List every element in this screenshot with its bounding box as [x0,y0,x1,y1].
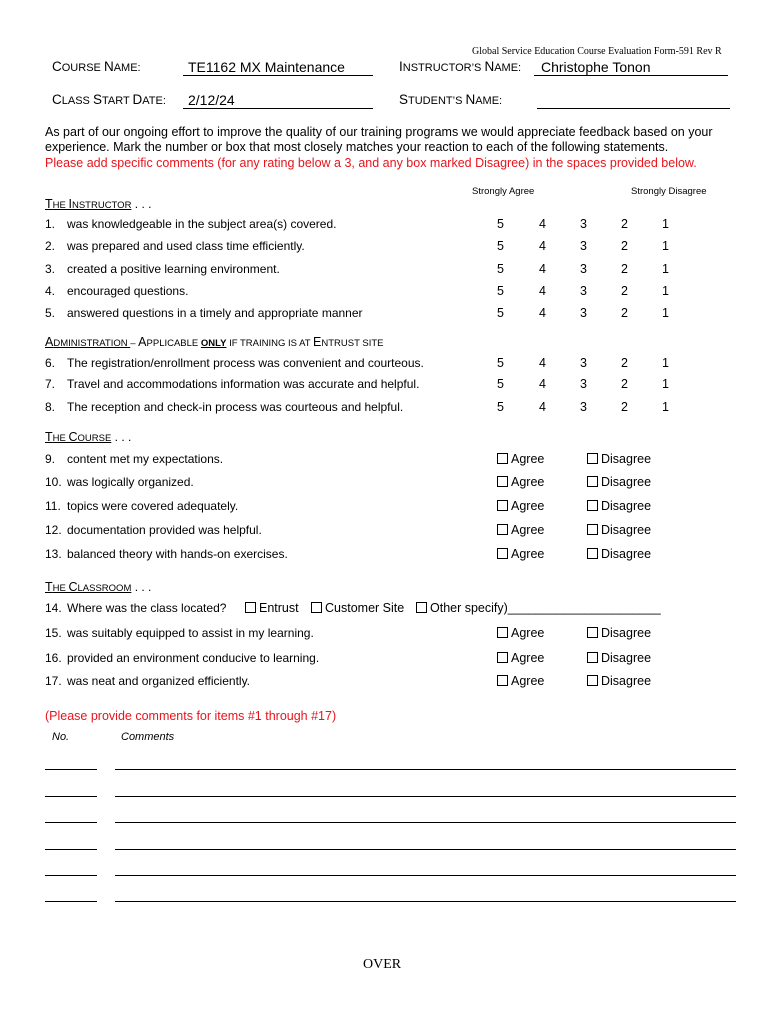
question-number: 10. [45,475,62,489]
comments-prompt: (Please provide comments for items #1 through #17) [45,709,337,723]
rating-option-4[interactable]: 4 [539,217,546,231]
comment-number-line[interactable] [45,796,97,797]
disagree-label: Disagree [601,547,652,561]
course-name-value[interactable]: TE1162 MX Maintenance [188,59,345,75]
question-text: was logically organized. [67,475,194,489]
rating-option-2[interactable]: 2 [621,400,628,414]
question-row [45,523,262,537]
checkbox-icon[interactable] [587,476,598,487]
disagree-label: Disagree [601,626,652,640]
rating-option-5[interactable]: 5 [497,400,504,414]
question-row [45,547,288,561]
question-number: 9. [45,452,56,466]
question-number: 17. [45,674,62,688]
rating-option-3[interactable]: 3 [580,306,587,320]
checkbox-icon[interactable] [587,548,598,559]
agree-option[interactable] [497,475,544,489]
question-row [45,651,319,665]
comment-number-line[interactable] [45,901,97,902]
question-14 [45,601,226,615]
footer-over: OVER [363,957,402,972]
agree-option[interactable] [497,674,544,688]
question-text: was neat and organized efficiently. [67,674,251,688]
instructor-section-title: THE INSTRUCTOR . . . [45,197,152,211]
instructor-value[interactable]: Christophe Tonon [541,59,651,75]
disagree-label: Disagree [601,523,652,537]
disagree-label: Disagree [601,475,652,489]
option-customer-site[interactable]: Customer Site [311,601,404,615]
question-number: 12. [45,523,62,537]
comment-text-line[interactable] [115,849,736,850]
checkbox-icon[interactable] [587,500,598,511]
option-entrust[interactable]: Entrust [245,601,299,615]
comments-no-label: No. [52,731,70,743]
comment-text-line[interactable] [115,769,736,770]
checkbox-icon[interactable] [497,453,508,464]
rating-option-5[interactable]: 5 [497,356,504,370]
rating-option-4[interactable]: 4 [539,377,546,391]
rating-option-3[interactable]: 3 [580,239,587,253]
disagree-option[interactable] [587,651,651,665]
course-section-title: THE COURSE . . . [45,430,132,444]
checkbox-icon[interactable] [587,627,598,638]
option-other[interactable]: Other specify)______________________ [416,601,661,615]
disagree-option[interactable] [587,547,651,561]
classroom-section-title: THE CLASSROOM . . . [45,580,152,594]
rating-option-3[interactable]: 3 [580,217,587,231]
disagree-label: Disagree [601,651,652,665]
question-row [45,306,363,320]
checkbox-icon[interactable] [311,602,322,613]
disagree-option[interactable] [587,475,651,489]
rating-option-4[interactable]: 4 [539,400,546,414]
rating-option-3[interactable]: 3 [580,377,587,391]
rating-option-1[interactable]: 1 [662,306,669,320]
question-text: created a positive learning environment. [67,262,280,276]
question-number: 6. [45,356,56,370]
comment-number-line[interactable] [45,849,97,850]
class-start-underline [183,108,373,109]
question-text: balanced theory with hands-on exercises. [67,547,288,561]
rating-option-3[interactable]: 3 [580,284,587,298]
rating-option-5[interactable]: 5 [497,217,504,231]
agree-label: Agree [511,651,545,665]
rating-option-2[interactable]: 2 [621,377,628,391]
question-number: 8. [45,400,56,414]
checkbox-icon[interactable] [497,524,508,535]
comment-text-line[interactable] [115,822,736,823]
disagree-label: Disagree [601,452,652,466]
agree-option[interactable] [497,452,544,466]
rating-option-4[interactable]: 4 [539,284,546,298]
checkbox-icon[interactable] [497,652,508,663]
instructor-underline [534,75,728,76]
rating-option-1[interactable]: 1 [662,377,669,391]
question-text: was prepared and used class time efficiently. [67,239,305,253]
comment-text-line[interactable] [115,796,736,797]
comment-text-line[interactable] [115,901,736,902]
rating-option-2[interactable]: 2 [621,356,628,370]
comments-comments-label: Comments [121,731,175,743]
checkbox-icon[interactable] [497,627,508,638]
question-number: 2. [45,239,56,253]
question-number: 3. [45,262,56,276]
rating-option-1[interactable]: 1 [662,217,669,231]
rating-option-5[interactable]: 5 [497,262,504,276]
disagree-option[interactable] [587,452,651,466]
question-number: 4. [45,284,56,298]
course-name-label: COURSE NAME: [52,59,141,74]
disagree-label: Disagree [601,674,652,688]
agree-label: Agree [511,475,545,489]
rating-option-1[interactable]: 1 [662,239,669,253]
question-text: The reception and check-in process was courteous and helpful. [67,400,404,414]
strongly-agree-label: Strongly Agree [472,186,535,197]
rating-option-5[interactable]: 5 [497,306,504,320]
rating-option-5[interactable]: 5 [497,239,504,253]
question-row [45,377,419,391]
intro-line-2: experience. Mark the number or box that most closely matches your reaction to each of the following statements. [45,140,669,154]
question-text: provided an environment conducive to learning. [67,651,320,665]
student-underline [537,108,730,109]
comment-number-line[interactable] [45,822,97,823]
rating-option-4[interactable]: 4 [539,356,546,370]
checkbox-icon[interactable] [587,652,598,663]
agree-label: Agree [511,674,545,688]
rating-option-4[interactable]: 4 [539,239,546,253]
agree-option[interactable] [497,523,544,537]
disagree-label: Disagree [601,499,652,513]
question-number: 7. [45,377,56,391]
rating-option-3[interactable]: 3 [580,262,587,276]
question-row [45,284,188,298]
question-text: The registration/enrollment process was convenient and courteous. [67,356,424,370]
question-number: 5. [45,306,56,320]
course-name-underline [183,75,373,76]
question-text: documentation provided was helpful. [67,523,262,537]
question-number: 14. [45,601,62,615]
rating-option-2[interactable]: 2 [621,306,628,320]
rating-option-5[interactable]: 5 [497,284,504,298]
agree-option[interactable] [497,499,544,513]
rating-option-1[interactable]: 1 [662,400,669,414]
disagree-option[interactable] [587,499,651,513]
question-row [45,475,194,489]
intro-red-note: Please add specific comments (for any rating below a 3, and any box marked Disagree) in the spaces provided below. [45,156,697,170]
checkbox-icon[interactable] [587,675,598,686]
question-row [45,452,223,466]
question-number: 11. [45,499,61,513]
question-row [45,239,305,253]
agree-label: Agree [511,547,545,561]
agree-label: Agree [511,499,545,513]
question-row [45,356,424,370]
disagree-option[interactable] [587,523,651,537]
comment-number-line[interactable] [45,875,97,876]
agree-label: Agree [511,523,545,537]
agree-option[interactable] [497,651,544,665]
rating-option-4[interactable]: 4 [539,262,546,276]
class-start-label: CLASS START DATE: [52,92,166,107]
agree-label: Agree [511,452,545,466]
rating-option-4[interactable]: 4 [539,306,546,320]
question-row [45,674,250,688]
class-start-value[interactable]: 2/12/24 [188,92,235,108]
disagree-option[interactable] [587,674,651,688]
comment-number-line[interactable] [45,769,97,770]
comment-text-line[interactable] [115,875,736,876]
rating-option-2[interactable]: 2 [621,284,628,298]
question-number: 15. [45,626,62,640]
question-text: encouraged questions. [67,284,189,298]
checkbox-icon[interactable] [416,602,427,613]
question-number: 16. [45,651,62,665]
instructor-label: INSTRUCTOR’S NAME: [399,59,522,74]
question-text: was suitably equipped to assist in my learning. [67,626,314,640]
rating-option-2[interactable]: 2 [621,262,628,276]
rating-option-1[interactable]: 1 [662,262,669,276]
rating-option-3[interactable]: 3 [580,356,587,370]
checkbox-icon[interactable] [497,548,508,559]
admin-section-title: ADMINISTRATION – APPLICABLE ONLY IF TRAINING IS AT ENTRUST SITE [45,335,384,349]
question-number: 1. [45,217,56,231]
question-text: Travel and accommodations information was accurate and helpful. [67,377,420,391]
question-row [45,499,238,513]
rating-option-1[interactable]: 1 [662,356,669,370]
question-row [45,400,403,414]
rating-option-1[interactable]: 1 [662,284,669,298]
question-text: topics were covered adequately. [67,499,239,513]
question-number: 13. [45,547,62,561]
question-row [45,626,314,640]
rating-option-3[interactable]: 3 [580,400,587,414]
agree-label: Agree [511,626,545,640]
student-label: STUDENT’S NAME: [399,92,503,107]
checkbox-icon[interactable] [245,602,256,613]
question-row [45,262,280,276]
question-row [45,217,336,231]
disagree-option[interactable] [587,626,651,640]
intro-line-1: As part of our ongoing effort to improve the quality of our training programs we would appreciate feedback based on your [45,125,713,139]
checkbox-icon[interactable] [587,524,598,535]
agree-option[interactable] [497,547,544,561]
question-text: answered questions in a timely and appropriate manner [67,306,363,320]
checkbox-icon[interactable] [497,500,508,511]
checkbox-icon[interactable] [497,476,508,487]
rating-option-5[interactable]: 5 [497,377,504,391]
rating-option-2[interactable]: 2 [621,239,628,253]
question-text: Where was the class located? [67,601,227,615]
strongly-disagree-label: Strongly Disagree [631,186,707,197]
agree-option[interactable] [497,626,544,640]
checkbox-icon[interactable] [497,675,508,686]
question-text: content met my expectations. [67,452,224,466]
checkbox-icon[interactable] [587,453,598,464]
rating-option-2[interactable]: 2 [621,217,628,231]
form-id: Global Service Education Course Evaluation Form-591 Rev R [472,46,722,57]
question-text: was knowledgeable in the subject area(s) covered. [67,217,337,231]
